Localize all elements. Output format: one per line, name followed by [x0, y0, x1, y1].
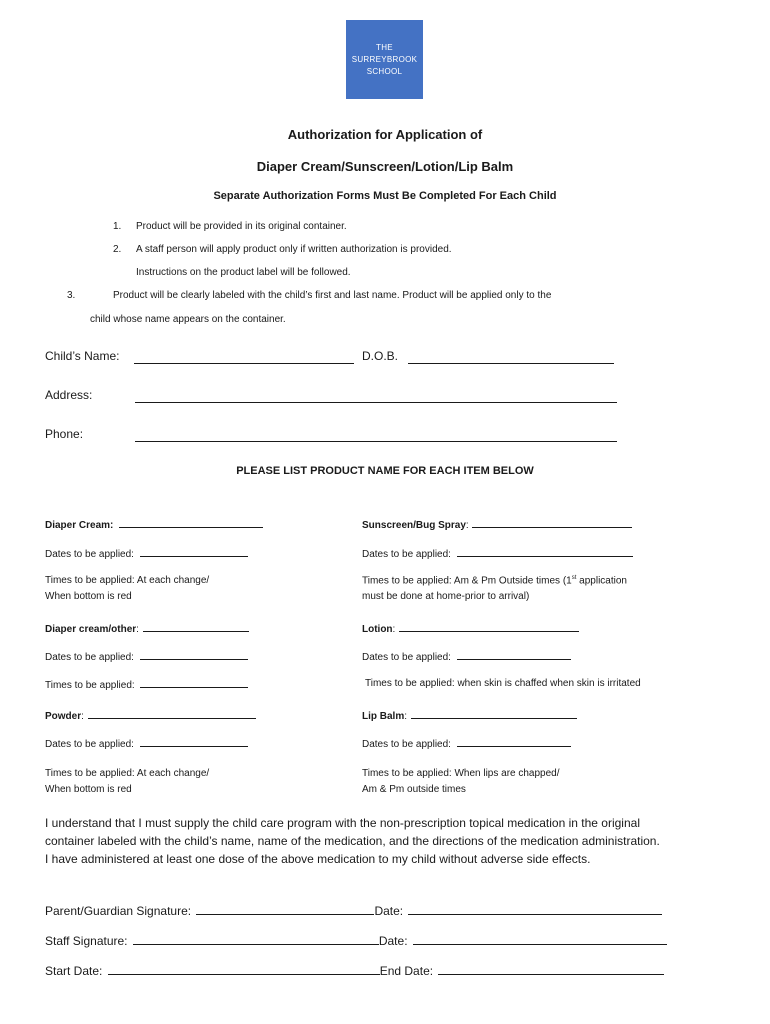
staff-date-field[interactable]	[413, 935, 667, 945]
start-date-label: Start Date:	[45, 964, 103, 978]
diaper-cream-other-times-field[interactable]	[140, 678, 248, 688]
form-subtitle: Separate Authorization Forms Must Be Completed For Each Child	[213, 190, 557, 202]
rule-3-text-continued: child whose name appears on the container.	[90, 314, 286, 325]
logo-line-3: SCHOOL	[366, 66, 403, 76]
diaper-cream-other-dates-field[interactable]	[140, 650, 248, 660]
start-date-field[interactable]	[108, 965, 380, 975]
powder-label: Powder	[45, 711, 82, 722]
sunscreen-times-1b: application	[576, 575, 627, 587]
phone-field[interactable]	[135, 429, 617, 447]
phone-label: Phone:	[45, 427, 84, 441]
staff-signature-label: Staff Signature:	[45, 934, 128, 948]
dob-field[interactable]	[408, 351, 614, 369]
childs-name-label: Child’s Name:	[45, 349, 120, 363]
rule-2-text: A staff person will apply product only if written authorization is provided.	[136, 244, 452, 255]
end-date-label: End Date:	[379, 964, 434, 978]
parent-date-label: Date:	[374, 904, 404, 918]
diaper-cream-row	[45, 518, 263, 531]
parent-signature-label: Parent/Guardian Signature:	[45, 904, 192, 918]
powder-times-1: Times to be applied: At each change/	[45, 768, 210, 779]
lotion-label: Lotion	[362, 624, 393, 635]
parent-signature-field[interactable]	[196, 905, 374, 915]
powder-dates-field[interactable]	[140, 737, 248, 747]
sunscreen-field[interactable]	[472, 518, 632, 528]
powder-dates-row	[45, 737, 248, 750]
sunscreen-dates-field[interactable]	[457, 547, 633, 557]
staff-signature-field[interactable]	[133, 935, 379, 945]
diaper-cream-times-2: When bottom is red	[45, 591, 132, 602]
consent-line-2: container labeled with the child’s name, name of the medication, and the directions of the medication administration.	[45, 834, 660, 848]
sunscreen-times-1	[362, 575, 627, 586]
diaper-cream-other-dates-row	[45, 650, 248, 663]
lip-balm-row: Lip Balm:	[362, 709, 577, 722]
diaper-cream-times-1: Times to be applied: At each change/	[45, 575, 210, 586]
logo-line-2: SURREYBROOK	[351, 54, 418, 64]
lotion-times: Times to be applied: when skin is chaffed when skin is irritated	[365, 678, 641, 689]
sunscreen-times-1a: Times to be applied: Am & Pm Outside times (1	[362, 575, 572, 587]
lotion-dates-row	[362, 650, 571, 663]
sunscreen-times-2: must be done at home-prior to arrival)	[362, 591, 530, 602]
rule-2-text-continued: Instructions on the product label will be followed.	[136, 267, 351, 278]
sunscreen-dates-label: Dates to be applied:	[362, 549, 451, 560]
lotion-dates-label: Dates to be applied:	[362, 652, 451, 663]
lip-balm-times-2: Am & Pm outside times	[362, 784, 466, 795]
lip-balm-times-1: Times to be applied: When lips are chapped/	[362, 768, 560, 779]
diaper-cream-other-times-label: Times to be applied:	[45, 680, 135, 691]
start-end-date-row	[45, 964, 664, 978]
diaper-cream-dates-field[interactable]	[140, 547, 248, 557]
sunscreen-label: Sunscreen/Bug Spray	[362, 520, 466, 531]
lotion-dates-field[interactable]	[457, 650, 571, 660]
powder-field[interactable]	[88, 709, 256, 719]
rule-2-number: 2.	[113, 244, 122, 255]
lip-balm-dates-row	[362, 737, 571, 750]
lip-balm-field[interactable]	[411, 709, 577, 719]
lotion-row: Lotion:	[362, 622, 579, 635]
sunscreen-times-sup: st	[571, 575, 577, 581]
consent-statement	[45, 814, 735, 868]
diaper-cream-label: Diaper Cream:	[45, 520, 114, 531]
end-date-field[interactable]	[438, 965, 664, 975]
consent-line-1: I understand that I must supply the child care program with the non-prescription topical medication in the original	[45, 816, 640, 830]
diaper-cream-other-row: Diaper cream/other:	[45, 622, 249, 635]
form-title-2: Diaper Cream/Sunscreen/Lotion/Lip Balm	[256, 159, 514, 174]
diaper-cream-other-dates-label: Dates to be applied:	[45, 652, 134, 663]
diaper-cream-other-field[interactable]	[143, 622, 249, 632]
diaper-cream-field[interactable]	[119, 518, 263, 528]
form-title-1: Authorization for Application of	[287, 127, 483, 142]
diaper-cream-dates-row	[45, 547, 248, 560]
parent-signature-row	[45, 904, 662, 918]
rule-1-number: 1.	[113, 221, 122, 232]
parent-date-field[interactable]	[408, 905, 662, 915]
diaper-cream-other-times-row	[45, 678, 248, 691]
rule-1-text: Product will be provided in its original container.	[136, 221, 347, 232]
address-field[interactable]	[135, 390, 617, 408]
products-heading: PLEASE LIST PRODUCT NAME FOR EACH ITEM BELOW	[236, 465, 534, 477]
powder-row: Powder:	[45, 709, 256, 722]
lip-balm-dates-label: Dates to be applied:	[362, 739, 451, 750]
lip-balm-label: Lip Balm	[362, 711, 405, 722]
sunscreen-dates-row	[362, 547, 633, 560]
lotion-field[interactable]	[399, 622, 579, 632]
powder-times-2: When bottom is red	[45, 784, 132, 795]
address-label: Address:	[45, 388, 93, 402]
dob-label: D.O.B.	[362, 349, 399, 363]
sunscreen-row: Sunscreen/Bug Spray:	[362, 518, 632, 531]
school-logo	[346, 20, 423, 99]
staff-date-label: Date:	[378, 934, 408, 948]
staff-signature-row	[45, 934, 667, 948]
rule-3-text: Product will be clearly labeled with the child’s first and last name. Product will be applied only to the	[113, 290, 552, 301]
childs-name-field[interactable]	[134, 351, 354, 369]
diaper-cream-dates-label: Dates to be applied:	[45, 549, 134, 560]
lip-balm-dates-field[interactable]	[457, 737, 571, 747]
diaper-cream-other-label: Diaper cream/other	[45, 624, 137, 635]
rule-3-number: 3.	[67, 290, 76, 301]
consent-line-3: I have administered at least one dose of the above medication to my child without adverse side effects.	[45, 852, 591, 866]
logo-line-1: THE	[376, 42, 393, 52]
powder-dates-label: Dates to be applied:	[45, 739, 134, 750]
